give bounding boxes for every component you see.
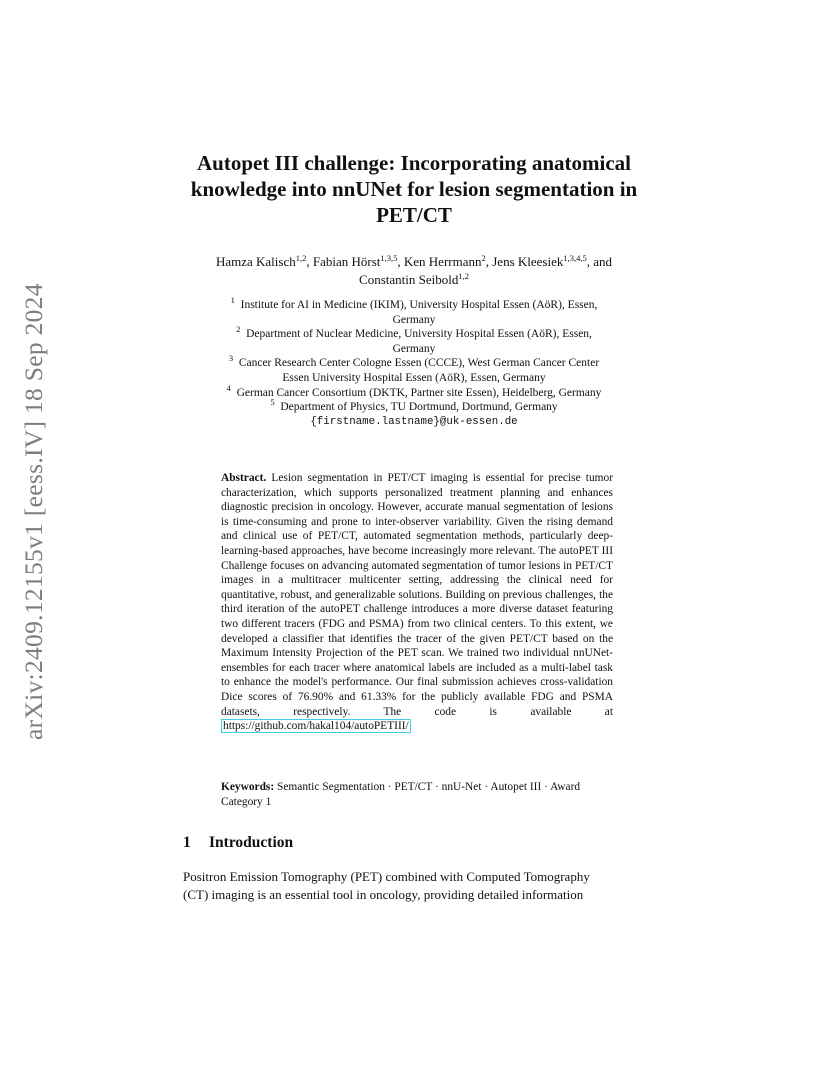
body-line: (CT) imaging is an essential tool in oncology, providing detailed information	[183, 887, 584, 902]
contact-email: {firstname.lastname}@uk-essen.de	[310, 415, 518, 428]
affiliation-text: German Cancer Consortium (DKTK, Partner site Essen), Heidelberg, Germany	[236, 386, 602, 399]
affiliation-number: 2	[236, 324, 241, 335]
author-affiliation-marker: 2	[481, 253, 486, 263]
affiliation-line: Essen University Hospital Essen (AöR), Essen, Germany	[282, 371, 546, 384]
keywords-text: Semantic Segmentation · PET/CT · nnU-Net · Autopet III · Award Category 1	[221, 781, 581, 808]
affiliation-line	[150, 397, 678, 415]
author-affiliation-marker: 1,3,4,5	[563, 253, 587, 263]
title-line: knowledge into nnUNet for lesion segmentation in	[190, 177, 638, 201]
arxiv-identifier-stamp: arXiv:2409.12155v1 [eess.IV] 18 Sep 2024	[19, 283, 48, 740]
author-line: Hamza Kalisch$^{1,2}$, Fabian Hörst$^{1,3,5}$, Ken Herrmann$^2$, Jens Kleesiek$^{1,3,4,5}$, and	[215, 253, 613, 269]
affiliation-line: Germany	[392, 342, 436, 355]
author-affiliation-marker: 1,2	[295, 253, 307, 263]
author-list	[150, 253, 678, 289]
affiliation-number: 3	[228, 353, 234, 364]
author-name: Jens Kleesiek	[492, 254, 564, 269]
affiliation-line	[150, 353, 678, 371]
affiliation-text: Cancer Research Center Cologne Essen (CCCE), West German Cancer Center	[238, 357, 600, 370]
affiliation-list	[150, 295, 678, 429]
affiliation-line	[150, 295, 678, 313]
author-affiliation-marker: 1,3,5	[380, 253, 398, 263]
abstract-text: Lesion segmentation in PET/CT imaging is essential for precise tumor characterization, which supports personalized treatment planning and enhances diagnostic precision in oncology. However, accurate manual segmentation of lesions is time-consuming and prone to inter-observer variability. Given the rising demand and clinical use of PET/CT, automated segmentation methods, particularly deep-learning-based approaches, have become increasingly more relevant. The autoPET III Challenge focuses on advancing automated segmentation of tumor lesions in PET/CT images in a multitracer multicenter setting, addressing the clinical need for quantitative, robust, and generalizable solutions. Building on previous challenges, the third iteration of the autoPET challenge introduces a more diverse dataset featuring two different tracers (FDG and PSMA) from two clinical centers. To this extent, we developed a classifier that identifies the tracer of the given PET/CT based on the Maximum Intensity Projection of the PET scan. We trained two individual nnUNet-ensembles for each tracer where anatomical labels are included as a multi-label task to enhance the model's performance. Our final submission achieves cross-validation Dice scores of 76.90% and 61.33% for the publicly available FDG and PSMA datasets, respectively. The code is available at	[221, 472, 613, 718]
affiliation-line	[150, 324, 678, 342]
keywords	[221, 780, 613, 809]
abstract	[221, 471, 613, 734]
affiliation-text: Institute for AI in Medicine (IKIM), University Hospital Essen (AöR), Essen,	[240, 299, 598, 311]
paper-title	[160, 150, 668, 228]
section-number: 1	[183, 834, 191, 851]
author-name: Constantin Seibold	[359, 272, 459, 287]
abstract-label: Abstract.	[221, 472, 267, 484]
affiliation-line	[150, 382, 678, 401]
title-line: Autopet III challenge: Incorporating anatomical	[197, 151, 631, 175]
body-line: Positron Emission Tomography (PET) combined with Computed Tomography	[183, 869, 590, 884]
abstract-paragraph	[221, 471, 613, 734]
introduction-text	[183, 868, 652, 904]
author-name: Ken Herrmann	[403, 254, 482, 269]
section-heading	[183, 834, 293, 852]
affiliation-line: Germany	[392, 313, 436, 326]
affiliation-text: Department of Nuclear Medicine, University Hospital Essen (AöR), Essen,	[246, 328, 592, 341]
author-name: Fabian Hörst	[312, 254, 381, 269]
code-repository-link[interactable]: https://github.com/hakal104/autoPETIII/	[223, 720, 409, 733]
section-title: Introduction	[209, 834, 294, 851]
keywords-label: Keywords:	[221, 781, 275, 793]
author-name: Hamza Kalisch	[215, 254, 296, 269]
author-affiliation-marker: 1,2	[458, 271, 469, 281]
affiliation-number: 1	[230, 295, 235, 305]
author-conjunction: and	[593, 254, 613, 269]
affiliation-text: Department of Physics, TU Dortmund, Dortmund, Germany	[280, 401, 558, 414]
affiliation-number: 4	[226, 382, 231, 393]
author-line	[150, 271, 678, 289]
title-line: PET/CT	[376, 203, 452, 227]
affiliation-number: 5	[270, 397, 275, 408]
